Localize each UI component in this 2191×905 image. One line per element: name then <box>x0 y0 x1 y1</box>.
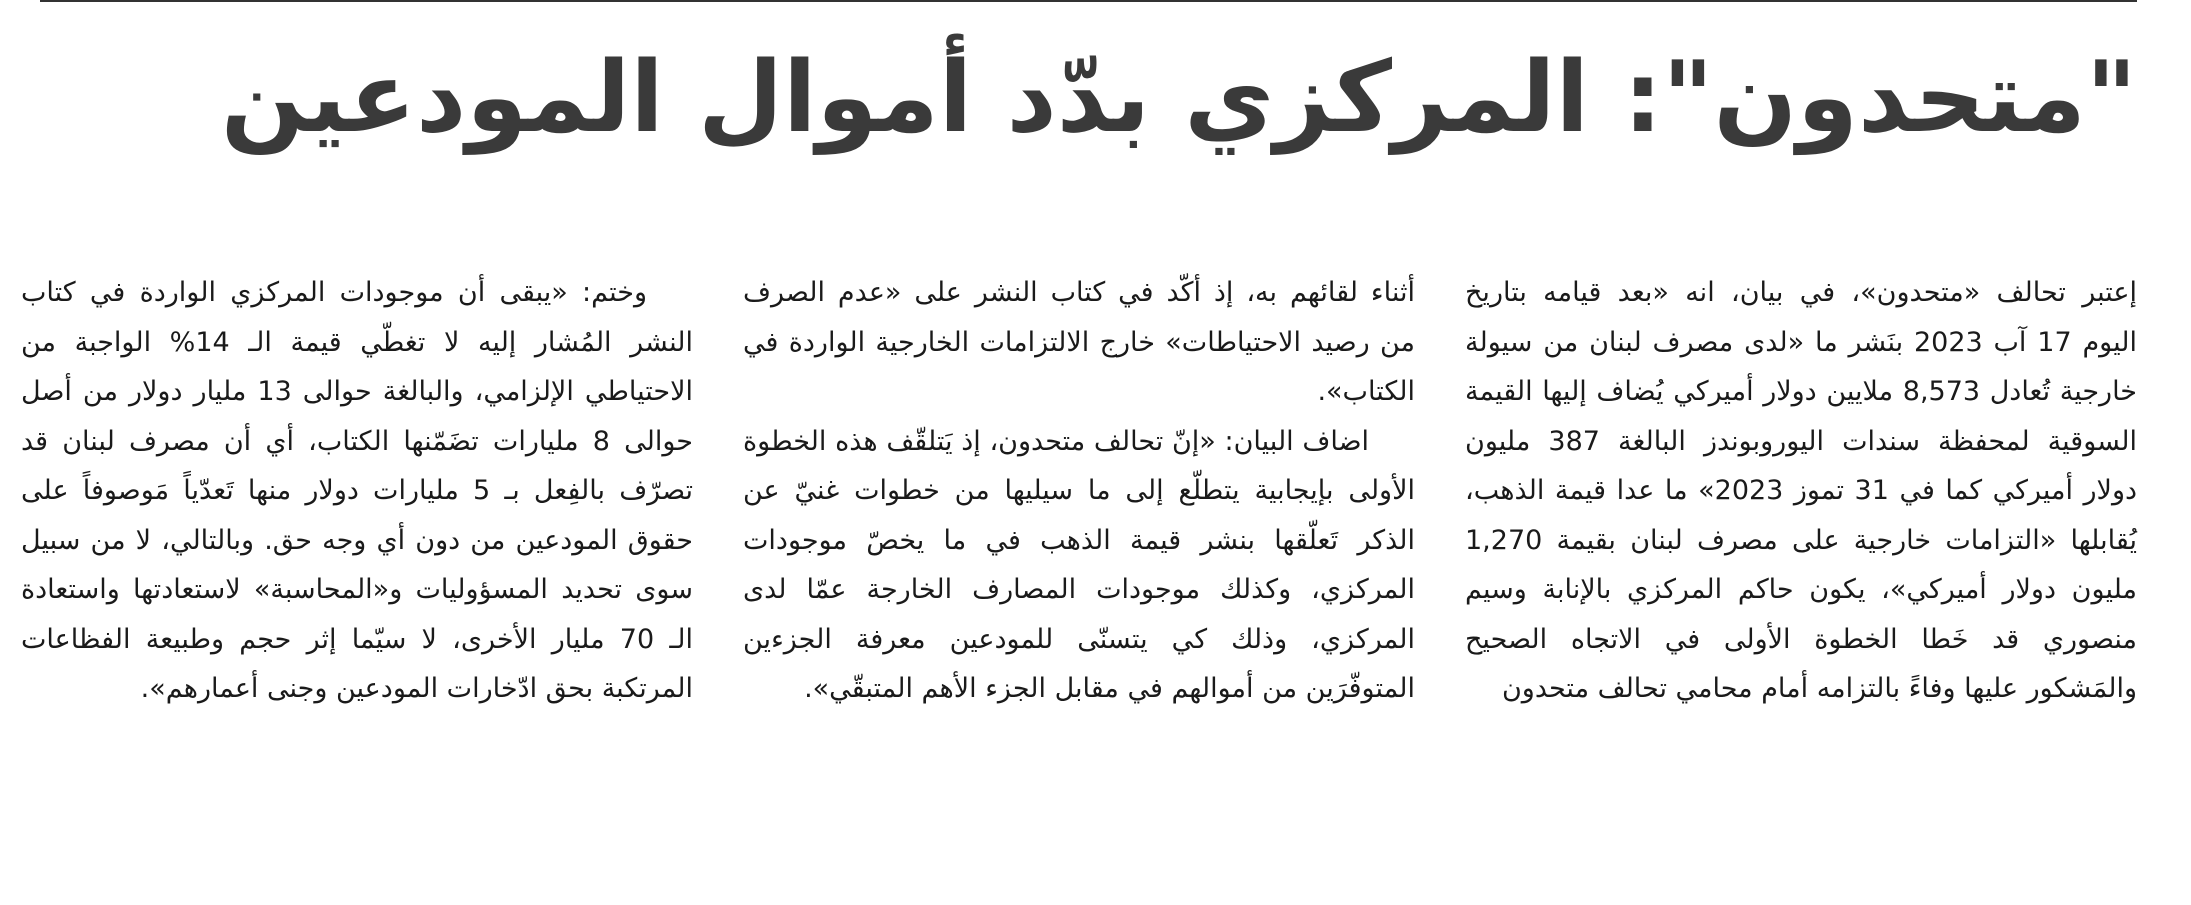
article-paragraph: اضاف البيان: «إنّ تحالف متحدون، إذ يَتلقّف هذه الخطوة الأولى بإيجابية يتطلّع إلى ما سيليها من خطوات غنيّ عن الذكر تَعلّقها بنشر قيمة الذهب في ما يخصّ موجودات المركزي، وكذلك موجودات المصارف الخارجة عمّا لدى المركزي، وذلك كي يتسنّى للمودعين معرفة الجزءين المتوفّرَين من أموالهم في مقابل الجزء الأهم المتبقّي». <box>743 425 1415 704</box>
top-rule <box>40 0 2137 2</box>
article-headline: "متحدون": المركزي بدّد أموال المودعين <box>220 41 2137 155</box>
article-column-2 <box>743 268 1415 714</box>
article-column-1 <box>1465 268 2137 714</box>
article-column-3 <box>21 268 693 714</box>
article-body <box>21 268 2138 868</box>
article-paragraph: إعتبر تحالف «متحدون»، في بيان، انه «بعد قيامه بتاريخ اليوم 17 آب 2023 بنَشر ما «لدى مصرف لبنان من سيولة خارجية تُعادل 8,573 ملايين دولار أميركي يُضاف إليها القيمة السوقية لمحفظة سندات اليوروبوندز البالغة 387 مليون دولار أميركي كما في 31 تموز 2023» ما عدا قيمة الذهب، يُقابلها «التزامات خارجية على مصرف لبنان بقيمة 1,270 مليون دولار أميركي»، يكون حاكم المركزي بالإنابة وسيم منصوري قد خَطا الخطوة الأولى في الاتجاه الصحيح والمَشكور عليها وفاءً بالتزامه أمام محامي تحالف متحدون <box>1465 277 2138 704</box>
article-paragraph: أثناء لقائهم به، إذ أكّد في كتاب النشر على «عدم الصرف من رصيد الاحتياطات» خارج الالتزامات الخارجية الواردة في الكتاب». <box>743 277 1415 407</box>
article-paragraph: وختم: «يبقى أن موجودات المركزي الواردة في كتاب النشر المُشار إليه لا تغطّي قيمة الـ 14% الواجبة من الاحتياطي الإلزامي، والبالغة حوالى 13 مليار دولار من أصل حوالى 8 مليارات تضَمّنها الكتاب، أي أن مصرف لبنان قد تصرّف بالفِعل بـ 5 مليارات دولار منها تَعدّياً مَوصوفاً على حقوق المودعين من دون أي وجه حق. وبالتالي، لا من سبيل سوى تحديد المسؤوليات و«المحاسبة» لاستعادتها واستعادة الـ 70 مليار الأخرى، لا سيّما إثر حجم وطبيعة الفظاعات المرتكبة بحق ادّخارات المودعين وجنى أعمارهم». <box>21 277 694 704</box>
